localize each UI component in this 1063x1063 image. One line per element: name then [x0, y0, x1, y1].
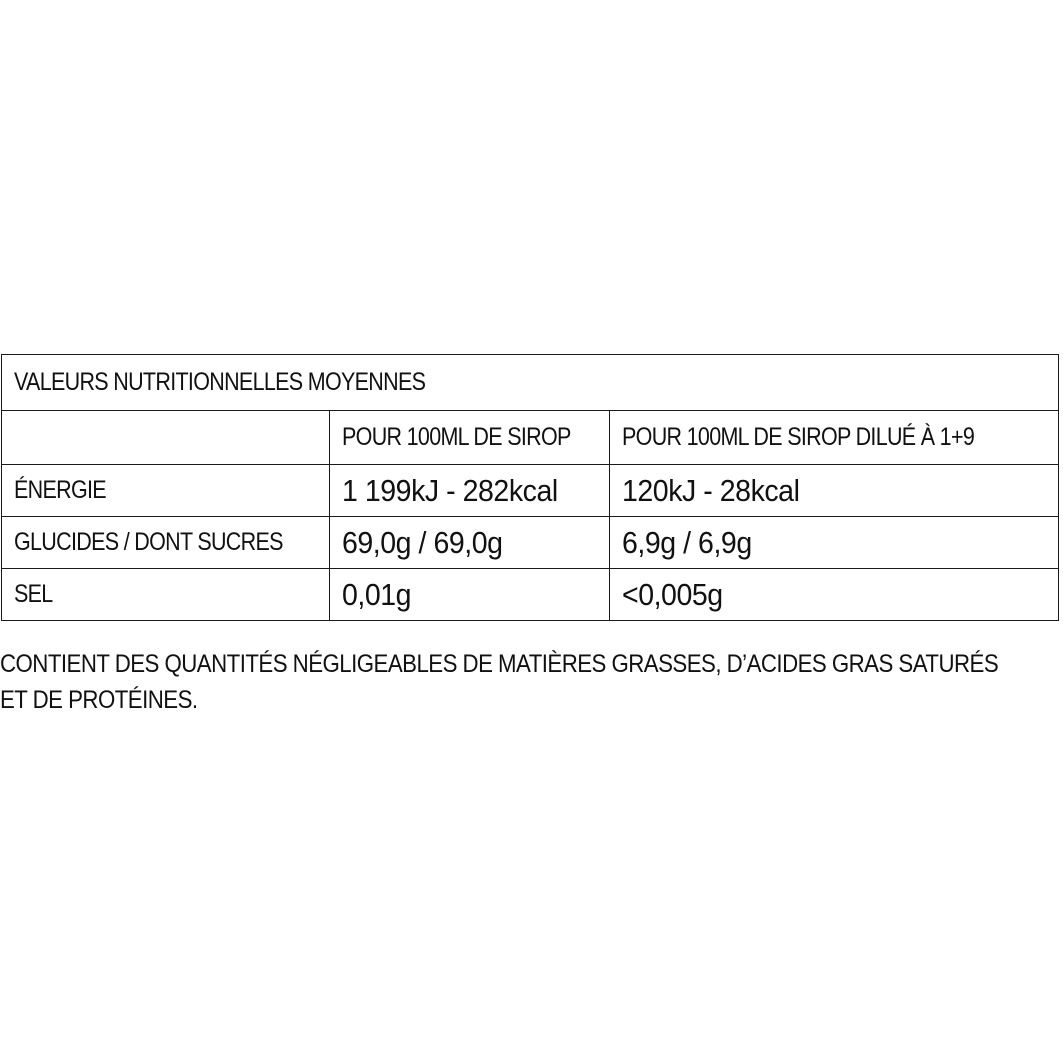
- table-title-cell: [2, 355, 1059, 411]
- value-diluted: <0,005g: [622, 576, 724, 612]
- table-title-row: [2, 355, 1059, 411]
- value-cell: [610, 569, 1059, 621]
- value-diluted: 120kJ - 28kcal: [622, 472, 800, 508]
- value-cell: [329, 517, 610, 569]
- header-label: POUR 100ML DE SIROP DILUÉ À 1+9: [622, 423, 975, 451]
- value-cell: [610, 465, 1059, 517]
- footnote: [0, 646, 1006, 718]
- footnote-line: CONTIENT DES QUANTITÉS NÉGLIGEABLES DE MATIÈRES GRASSES, D’ACIDES GRAS SATURÉS: [0, 650, 999, 678]
- table-row: [2, 465, 1059, 517]
- row-label: GLUCIDES / DONT SUCRES: [14, 528, 283, 556]
- row-label-cell: [2, 517, 330, 569]
- header-cell-diluted: [610, 411, 1059, 465]
- nutrition-table: [1, 354, 1059, 621]
- value-per-100ml: 1 199kJ - 282kcal: [341, 472, 558, 508]
- row-label: ÉNERGIE: [14, 476, 106, 504]
- value-diluted: 6,9g / 6,9g: [622, 524, 753, 560]
- table-title: VALEURS NUTRITIONNELLES MOYENNES: [14, 368, 426, 396]
- row-label-cell: [2, 465, 330, 517]
- footnote-line: ET DE PROTÉINES.: [0, 686, 198, 714]
- header-cell-per-100ml: [329, 411, 610, 465]
- table-row: [2, 569, 1059, 621]
- table-row: [2, 517, 1059, 569]
- row-label-cell: [2, 569, 330, 621]
- table-header-row: [2, 411, 1059, 465]
- row-label: SEL: [14, 580, 53, 608]
- value-cell: [329, 569, 610, 621]
- value-per-100ml: 0,01g: [341, 576, 411, 612]
- value-per-100ml: 69,0g / 69,0g: [341, 524, 503, 560]
- header-cell-empty: [2, 411, 330, 465]
- value-cell: [329, 465, 610, 517]
- value-cell: [610, 517, 1059, 569]
- header-label: POUR 100ML DE SIROP: [341, 423, 571, 451]
